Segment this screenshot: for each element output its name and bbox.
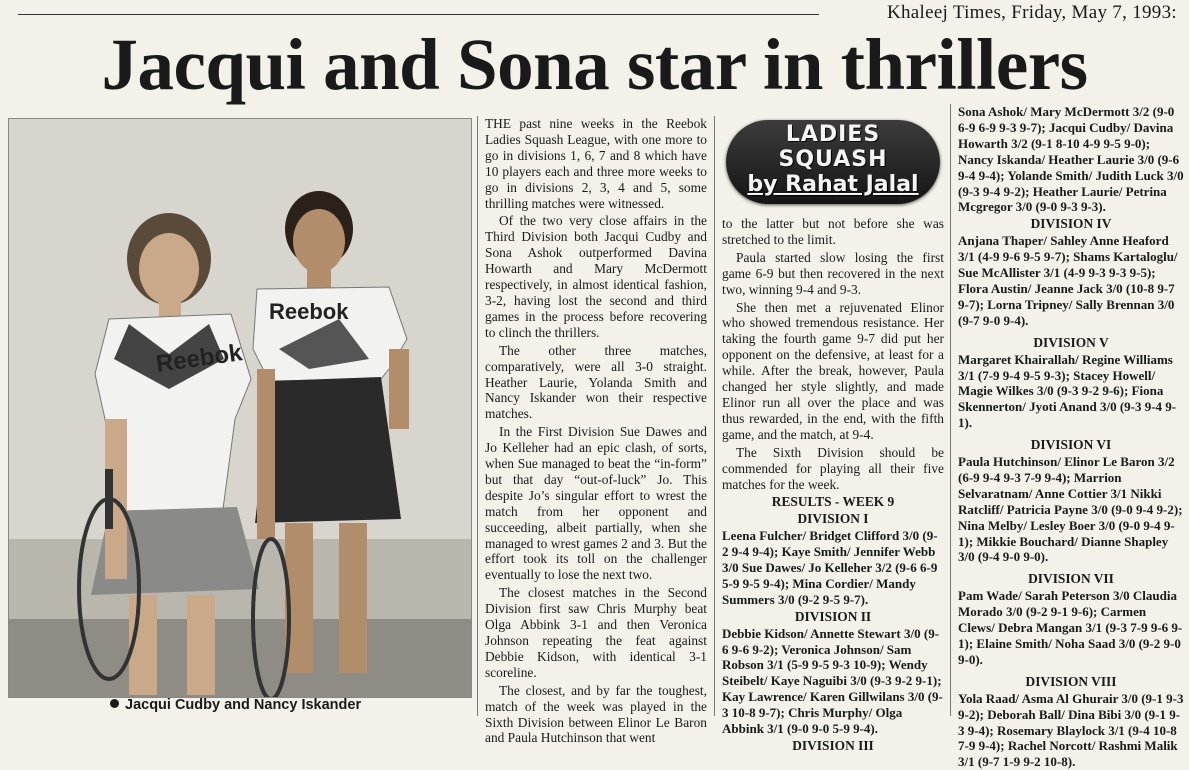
paragraph: In the First Division Sue Dawes and Jo Kelleher had an epic clash, of sorts, when Sue managed to beat the “in-form” but that day “out-of-luck” Jo. This despite Jo’s singular effort to wrest the match from her opponent and succeeding, albeit partially, when she managed to wrest games 2 and 3. But the effort took its toll on the challenger eventually to lose the next two.	[485, 424, 707, 583]
paragraph: Paula started slow losing the first game 6-9 but then recovered in the next two, winning 9-4 and 9-3.	[722, 249, 944, 297]
paragraph: The other three matches, comparatively, were all 3-0 straight. Heather Laurie, Yolanda Smith and Nancy Iskander won their respective matches.	[485, 342, 707, 422]
paragraph: The closest matches in the Second Division first saw Chris Murphy beat Olga Abbink 3-1 and then Veronica Johnson repeating the feat against Debbie Kidson, with identical 3-1 scoreline.	[485, 585, 707, 680]
division-results: Anjana Thaper/ Sahley Anne Heaford 3/1 (4-9 9-6 9-5 9-7); Shams Kartaloglu/ Sue McAllister 3/1 (4-9 9-3 9-3 9-5); Flora Austin/ Jeanne Jack 3/0 (10-8 9-7 9-7); Lorna Tripney/ Sally Brennan 3/0 (9-7 9-0 9-4).	[958, 233, 1178, 328]
division-results: Margaret Khairallah/ Regine Williams 3/1 (7-9 9-4 9-5 9-3); Stacey Howell/ Magie Wilkes 3/0 (9-3 9-2 9-6); Fiona Skennerton/ Jyoti Anand 3/0 (9-3 9-4 9-1).	[958, 351, 1177, 431]
headline: Jacqui and Sona star in thrillers	[101, 24, 1088, 105]
shirt-text-left: Reebok	[154, 339, 244, 379]
results-column	[958, 104, 1184, 770]
division-results: Debbie Kidson/ Annette Stewart 3/0 (9-6 9-6 9-2); Veronica Johnson/ Sam Robson 3/1 (5-9 9-5 9-3 10-9); Wendy Steibelt/ Kaye Naguibi 3/0 (9-3 9-2 9-1); Kay Lawrence/ Karen Gillwilans 3/0 (9-3 10-8 9-7); Chris Murphy/ Olga Abbink 3/1 (9-0 9-0 5-9 9-4).	[722, 625, 943, 737]
logo-byline: by Rahat Jalal	[747, 172, 919, 197]
division-heading: DIVISION I	[797, 511, 869, 527]
caption-text: Jacqui Cudby and Nancy Iskander	[125, 697, 362, 713]
photo-caption	[110, 697, 361, 713]
logo-line-2: SQUASH	[778, 147, 888, 172]
division-results: Paula Hutchinson/ Elinor Le Baron 3/2 (6-9 9-4 9-3 7-9 9-4); Marrion Selvaratnam/ Anne Cottier 3/1 Nikki Ratcliff/ Patricia Payne 3/0 (9-0 9-4 9-2); Nina Melby/ Lesley Boer 3/0 (9-0 9-4 9-1); Mikkie Bouchard/ Dianne Shapley 3/0 (9-4 9-0 9-0).	[958, 454, 1183, 565]
paragraph: The Sixth Division should be commended for playing all their five matches for the week.	[722, 444, 944, 492]
paragraph: The closest, and by far the toughest, match of the week was played in the Sixth Division between Elinor Le Baron and Paula Hutchinson that went	[485, 682, 707, 746]
article-column-2	[722, 216, 944, 755]
results-title: RESULTS - WEEK 9	[771, 494, 895, 510]
division-heading: DIVISION VII	[1028, 571, 1114, 587]
logo-line-1: LADIES	[785, 122, 881, 147]
results-block	[722, 494, 944, 754]
column-rule	[950, 104, 951, 716]
paragraph: She then met a rejuvenated Elinor who showed tremendous resistance. Her taking the fourth game 9-7 did put her opponent on the defensive, at least for a while. After the break, however, Paula changed her style slightly, and made Elinor run all over the place and was thus rewarded, in the end, with the fifth game, and the match, at 9-4.	[722, 299, 944, 442]
division-heading: DIVISION V	[1033, 334, 1109, 350]
division-results: Leena Fulcher/ Bridget Clifford 3/0 (9-2 9-4 9-4); Kaye Smith/ Jennifer Webb 3/0 Sue Dawes/ Jo Kelleher 3/2 (9-6 6-9 5-9 9-5 9-4); Mina Cordier/ Mandy Summers 3/0 (9-2 9-5 9-7).	[722, 528, 938, 607]
paragraph: Of the two very close affairs in the Third Division both Jacqui Cudby and Sona Ashok outperformed Davina Howarth and Mary McDermott respectively, in almost identical fashion, 3-2, having lost the second and third games in the process before recovering to clinch the thrillers.	[485, 213, 707, 340]
division-heading: DIVISION IV	[1030, 216, 1112, 232]
division-heading: DIVISION VI	[1030, 437, 1112, 453]
division-heading: DIVISION III	[792, 738, 874, 753]
bullet-icon	[110, 699, 119, 708]
article-column-1	[485, 116, 707, 748]
masthead-rule	[18, 14, 819, 15]
division-heading: DIVISION II	[794, 608, 872, 624]
column-logo	[722, 116, 944, 212]
article-photo	[8, 118, 472, 698]
division-results: Sona Ashok/ Mary McDermott 3/2 (9-0 6-9 6-9 9-3 9-7); Jacqui Cudby/ Davina Howarth 3/2 (9-1 8-10 4-9 9-5 9-0); Nancy Iskanda/ Heather Laurie 3/0 (9-6 9-4 9-4); Yolande Smith/ Judith Luck 3/0 (9-3 9-4 9-2); Heather Laurie/ Petrina Mcgregor 3/0 (9-0 9-3 9-3).	[958, 104, 1184, 215]
division-heading: DIVISION VIII	[1025, 673, 1117, 689]
column-rule	[714, 116, 715, 716]
dateline: Khaleej Times, Friday, May 7, 1993:	[886, 2, 1177, 23]
division-results: Yola Raad/ Asma Al Ghurair 3/0 (9-1 9-3 9-2); Deborah Ball/ Dina Bibi 3/0 (9-1 9-3 9-4); Rosemary Blaylock 3/1 (9-4 10-8 7-9 9-4); Rachel Norcott/ Rashmi Malik 3/1 (9-7 1-9 9-2 10-8).	[958, 690, 1184, 770]
division-results: Pam Wade/ Sarah Peterson 3/0 Claudia Morado 3/0 (9-2 9-1 9-6); Carmen Clews/ Debra Mangan 3/1 (9-3 7-9 9-6 9-1); Elaine Smith/ Noha Saad 3/0 (9-2 9-0 9-0).	[958, 588, 1183, 667]
paragraph: THE past nine weeks in the Reebok Ladies Squash League, with one more to go in divisions 1, 6, 7 and 8 which have 10 players each and three more weeks to go in divisions 2, 3, 4 and 5, some thrilling matches were witnessed.	[485, 116, 707, 211]
column-rule	[477, 116, 478, 716]
shirt-text-right: Reebok	[269, 299, 349, 324]
paragraph: to the latter but not before she was stretched to the limit.	[722, 216, 944, 247]
photo-illustration	[9, 119, 471, 697]
